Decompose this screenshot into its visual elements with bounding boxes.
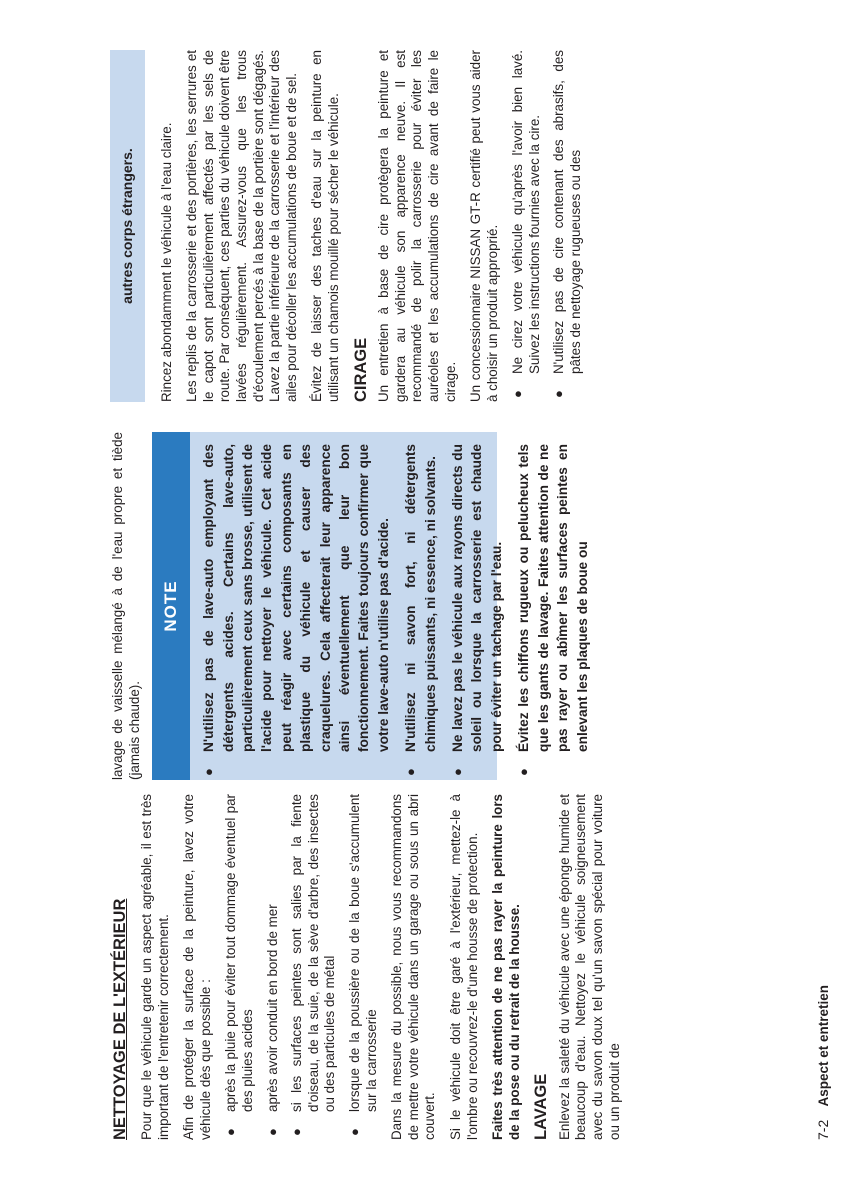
bullet-icon: ● [450, 768, 466, 776]
intro-paragraph: Pour que le véhicule garde un aspect agréable, il est très important de l'entretenir correctement. [139, 794, 171, 1140]
wash-conditions-list [223, 794, 380, 1140]
section-title-exterior: NETTOYAGE DE L'EXTÉRIEUR [111, 898, 129, 1140]
note-header: NOTE [152, 432, 190, 780]
list-item: ● lorsque de la poussière ou de la boue s'accumulent sur la carrosserie [346, 794, 379, 1136]
lavage-continued: lavage de vaisselle mélangé à de l'eau propre et tiède (jamais chaude). [110, 432, 142, 780]
cover-warning: Faites très attention de ne pas rayer la peinture lors de la pose ou du retrait de la housse. [490, 794, 522, 1140]
rinse-paragraph: Rincez abondamment le véhicule à l'eau claire. [158, 122, 174, 402]
list-item: ● après avoir conduit en bord de mer [264, 904, 280, 1136]
bullet-icon: ● [516, 768, 532, 776]
list-item: ● N'utilisez pas de lave-auto employant des détergents acides. Certains lave-auto, particulièrement ceux sans brosse, utilisent de l'acide pour nettoyer le véhicule. Cet acide peut réagir avec certains composants en plastique du véhicule et causer des craquelures. Cela affecterait leur apparence ainsi éventuellement que leur bon fonctionnement. Faites toujours confirmer que votre lave-auto n'utilise pas d'acide. [201, 444, 391, 776]
garage-paragraph: Dans la mesure du possible, nous vous recommandons de mettre votre véhicule dans un garage ou sous un abri couvert. [389, 794, 438, 1140]
cirage-title: CIRAGE [351, 337, 370, 402]
list-item: ● Ne lavez pas le véhicule aux rayons directs du soleil ou lorsque la carrosserie est chaude pour éviter un tachage par l'eau. [450, 444, 504, 776]
list-item: ● après la pluie pour éviter tout dommage éventuel par des pluies acides [223, 794, 255, 1136]
outside-paragraph: Si le véhicule doit être garé à l'extérieur, mettez-le à l'ombre ou recouvrez-le d'une housse de protection. [447, 794, 480, 1140]
replis-paragraph: Les replis de la carrosserie et des portières, les serrures et le capot sont particulièrement affectés par les sels de route. Par conséquent, ces parties du véhicule doivent être lavées régulièrement. Assurez-vous que les trous d'écoulement percés à la base de la portière sont dégagés. Lavez la partie inférieure de la carrosserie et l'intérieur des ailes pour décoller les accumulations de boue et de sel. [184, 50, 299, 402]
page-number: 7-2 [815, 1119, 831, 1140]
bullet-icon: ● [201, 768, 217, 776]
cirage-paragraph: Un entretien à base de cire protègera la peinture et gardera au véhicule son apparence neuve. Il est recommandé de polir la carrosserie pour éviter les auréoles et les accumulations de cire avant de faire le cirage. [376, 50, 458, 402]
cirage-list [510, 50, 584, 402]
bullet-icon: ● [264, 1128, 280, 1136]
dealer-paragraph: Un concessionnaire NISSAN GT-R certifié peut vous aider à choisir un produit approprié. [468, 50, 500, 402]
list-item: ● N'utilisez ni savon fort, ni détergents chimiques puissants, ni essence, ni solvants. [403, 444, 438, 776]
page-footer [815, 985, 831, 1140]
lavage-title: LAVAGE [532, 1073, 551, 1140]
bullet-icon: ● [551, 390, 567, 398]
section-name: Aspect et entretien [816, 984, 831, 1107]
column-1 [110, 794, 828, 1140]
bullet-icon: ● [346, 1128, 362, 1136]
column-3 [110, 50, 828, 402]
lavage-paragraph: Enlevez la saleté du véhicule avec une éponge humide et beaucoup d'eau. Nettoyez le véhicule soigneusement avec du savon doux tel qu'un savon spécial pour voiture ou un produit de [556, 794, 622, 1140]
list-item: ● Évitez les chiffons rugueux ou pelucheux tels que les gants de lavage. Faites attention de ne pas rayer ou abîmer les surfaces peintes en enlevant les plaques de boue ou [516, 444, 590, 776]
continued-header: autres corps étrangers. [110, 50, 145, 402]
list-item: ● si les surfaces peintes sont salies par la fiente d'oiseau, de la suie, de la sève d'arbre, des insectes ou des particules de métal [289, 794, 338, 1136]
note-box [152, 432, 590, 780]
bullet-icon: ● [223, 1128, 239, 1136]
protect-paragraph: Afin de protéger la surface de la peinture, lavez votre véhicule dès que possible : [181, 794, 213, 1140]
list-item: ● N'utilisez pas de cire contenant des abrasifs, des pâtes de nettoyage rugueuses ou des [551, 50, 584, 398]
list-item: ● Ne cirez votre véhicule qu'après l'avoir bien lavé. Suivez les instructions fournies avec la cire. [510, 50, 542, 398]
bullet-icon: ● [510, 390, 526, 398]
note-list [190, 432, 592, 780]
column-2 [110, 432, 828, 780]
bullet-icon: ● [403, 768, 419, 776]
taches-paragraph: Évitez de laisser des taches d'eau sur la peinture en utilisant un chamois mouillé pour sécher le véhicule. [309, 50, 341, 402]
bullet-icon: ● [289, 1128, 305, 1136]
